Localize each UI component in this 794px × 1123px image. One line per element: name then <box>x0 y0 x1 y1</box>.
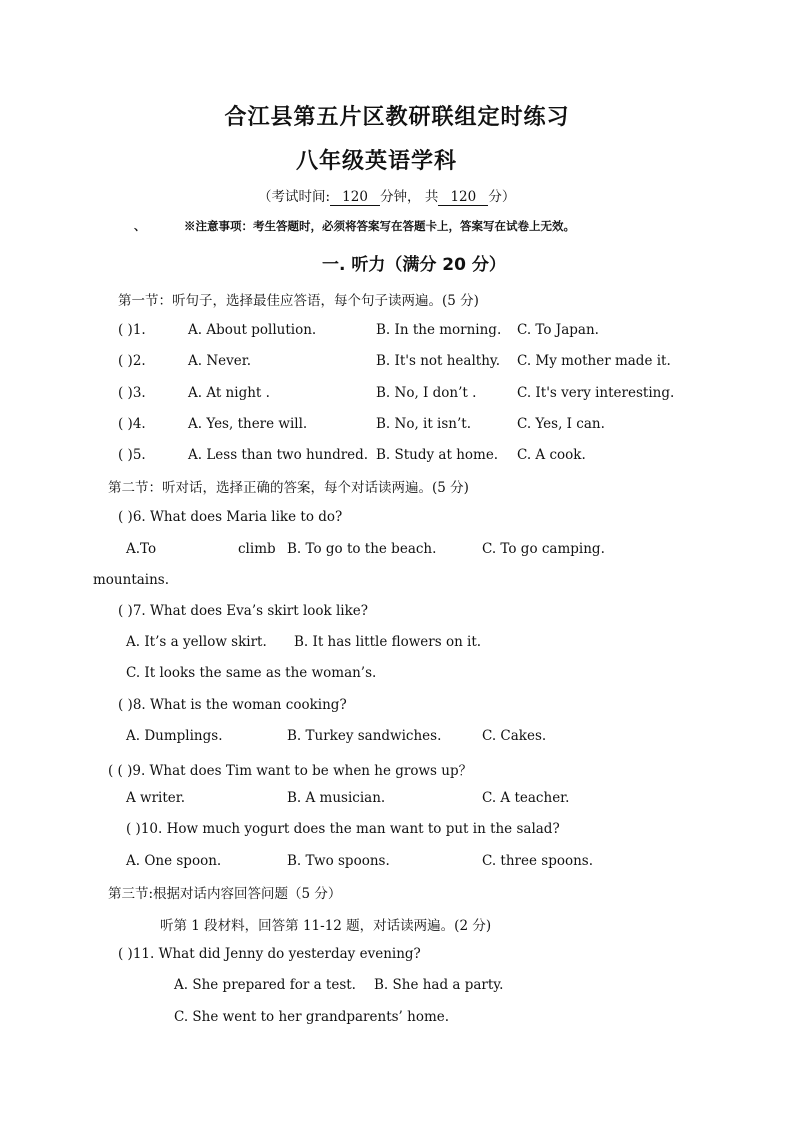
question-11: ( )11. What did Jenny do yesterday evening? <box>118 946 421 962</box>
q10-option-a: A. One spoon. <box>126 853 222 869</box>
part1-heading: 第一节：听句子，选择最佳应答语，每个句子读两遍。(5 分) <box>118 293 479 309</box>
option-c: C. It's very interesting. <box>517 385 675 401</box>
option-a: A. Yes, there will. <box>188 416 308 432</box>
note-mark: 、 <box>134 219 146 233</box>
option-c: C. Yes, I can. <box>517 416 605 432</box>
option-b: B. In the morning. <box>376 322 502 338</box>
q6-option-a-wrap: mountains. <box>93 572 170 588</box>
q11-option-b: B. She had a party. <box>374 977 504 993</box>
q11-option-c: C. She went to her grandparents’ home. <box>174 1009 450 1025</box>
q7-option-b: B. It has little flowers on it. <box>294 634 482 650</box>
option-b: B. Study at home. <box>376 447 499 463</box>
time-prefix: （考试时间: <box>258 189 331 205</box>
option-b: B. No, it isn’t. <box>376 416 472 432</box>
q10-option-b: B. Two spoons. <box>287 853 390 869</box>
question-7: ( )7. What does Eva’s skirt look like? <box>118 603 369 619</box>
section-title-listening: 一. 听力（满分 20 分） <box>322 255 506 275</box>
question-number: ( )1. <box>118 322 146 338</box>
time-value: 120 <box>330 189 380 206</box>
part3-subheading: 听第 1 段材料，回答第 11-12 题，对话读两遍。(2 分) <box>160 918 492 934</box>
question-6: ( )6. What does Maria like to do? <box>118 509 343 525</box>
q7-option-a: A. It’s a yellow skirt. <box>126 634 267 650</box>
q6-option-a-cont: climb <box>238 541 276 557</box>
question-number: ( )2. <box>118 353 146 369</box>
q9-option-b: B. A musician. <box>287 790 386 806</box>
page-title: 合江县第五片区教研联组定时练习 <box>224 105 570 130</box>
q10-option-c: C. three spoons. <box>482 853 594 869</box>
q8-option-a: A. Dumplings. <box>126 728 223 744</box>
q11-option-a: A. She prepared for a test. <box>174 977 356 993</box>
q9-option-a: A writer. <box>126 790 186 806</box>
q9-option-c: C. A teacher. <box>482 790 570 806</box>
option-a: A. At night . <box>188 385 270 401</box>
option-a: A. About pollution. <box>188 322 317 338</box>
option-a: A. Less than two hundred. <box>188 447 369 463</box>
question-10: ( )10. How much yogurt does the man want to put in the salad? <box>126 821 560 837</box>
question-number: ( )5. <box>118 447 146 463</box>
question-number: ( )4. <box>118 416 146 432</box>
option-b: B. It's not healthy. <box>376 353 501 369</box>
option-b: B. No, I don’t . <box>376 385 477 401</box>
option-a: A. Never. <box>188 353 252 369</box>
question-number: ( )3. <box>118 385 146 401</box>
question-9: ( ( )9. What does Tim want to be when he grows up？ <box>108 763 473 779</box>
notice-text: ※注意事项：考生答题时，必须将答案写在答题卡上，答案写在试卷上无效。 <box>184 219 575 233</box>
q8-option-c: C. Cakes. <box>482 728 547 744</box>
exam-time-line <box>258 185 515 206</box>
q7-option-c: C. It looks the same as the woman’s. <box>126 665 377 681</box>
option-c: C. To Japan. <box>517 322 599 338</box>
time-mid: 分钟， 共 <box>380 189 439 205</box>
part2-heading: 第二节：听对话，选择正确的答案，每个对话读两遍。(5 分) <box>108 480 469 496</box>
score-value: 120 <box>438 189 488 206</box>
page-subtitle: 八年级英语学科 <box>296 149 458 174</box>
q6-option-a: A.To <box>126 541 157 557</box>
option-c: C. A cook. <box>517 447 586 463</box>
part3-heading: 第三节:根据对话内容回答问题（5 分） <box>108 886 342 902</box>
option-c: C. My mother made it. <box>517 353 671 369</box>
q8-option-b: B. Turkey sandwiches. <box>287 728 442 744</box>
q6-option-c: C. To go camping. <box>482 541 605 557</box>
time-suffix: 分） <box>488 189 516 205</box>
question-8: ( )8. What is the woman cooking? <box>118 697 347 713</box>
q6-option-b: B. To go to the beach. <box>287 541 437 557</box>
